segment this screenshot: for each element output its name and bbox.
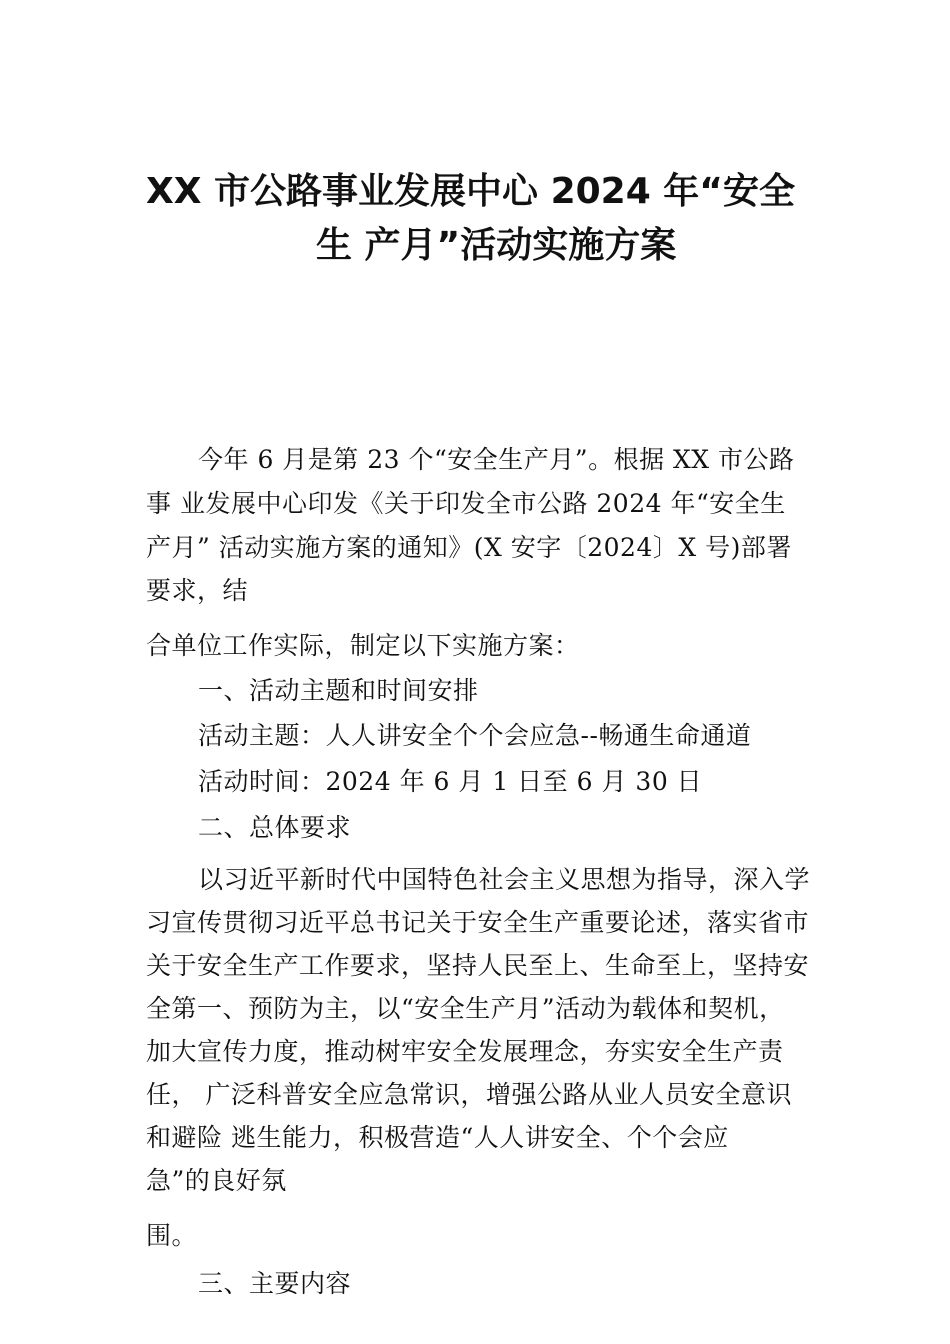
paragraph-line: 关于安全生产工作要求，坚持人民至上、生命至上，坚持安 xyxy=(146,951,810,980)
section-heading: 一、活动主题和时间安排 xyxy=(198,676,479,705)
paragraph-line: 任， 广泛科普安全应急常识，增强公路从业人员安全意识 xyxy=(146,1080,792,1109)
paragraph-line: 要求，结 xyxy=(146,576,249,605)
paragraph-line: 合单位工作实际，制定以下实施方案： xyxy=(146,631,580,660)
section-heading: 二、总体要求 xyxy=(198,813,352,842)
paragraph-line: 和避险 逃生能力，积极营造“人人讲安全、个个会应 xyxy=(146,1123,729,1152)
paragraph-line: 围。 xyxy=(146,1221,198,1250)
document-title-line-2: 生 产月”活动实施方案 xyxy=(316,225,677,266)
paragraph-line: 加大宣传力度，推动树牢安全发展理念，夯实安全生产责 xyxy=(146,1037,784,1066)
paragraph-line: 产月” 活动实施方案的通知》(X 安字〔2024〕X 号)部署 xyxy=(146,533,792,562)
paragraph-line: 活动时间：2024 年 6 月 1 日至 6 月 30 日 xyxy=(198,767,703,796)
paragraph-line: 急”的良好氛 xyxy=(146,1166,287,1195)
paragraph-line: 以习近平新时代中国特色社会主义思想为指导，深入学 xyxy=(198,865,811,894)
section-heading: 三、主要内容 xyxy=(198,1269,352,1298)
paragraph-line: 活动主题：人人讲安全个个会应急--畅通生命通道 xyxy=(198,721,752,750)
document-title-line-1: XX 市公路事业发展中心 2024 年“安全 xyxy=(146,171,795,212)
paragraph-line: 今年 6 月是第 23 个“安全生产月”。根据 XX 市公路 xyxy=(198,445,795,474)
paragraph-line: 事 业发展中心印发《关于印发全市公路 2024 年“安全生 xyxy=(146,489,786,518)
paragraph-line: 全第一、预防为主，以“安全生产月”活动为载体和契机， xyxy=(146,994,785,1023)
paragraph-line: 习宣传贯彻习近平总书记关于安全生产重要论述，落实省市 xyxy=(146,908,810,937)
